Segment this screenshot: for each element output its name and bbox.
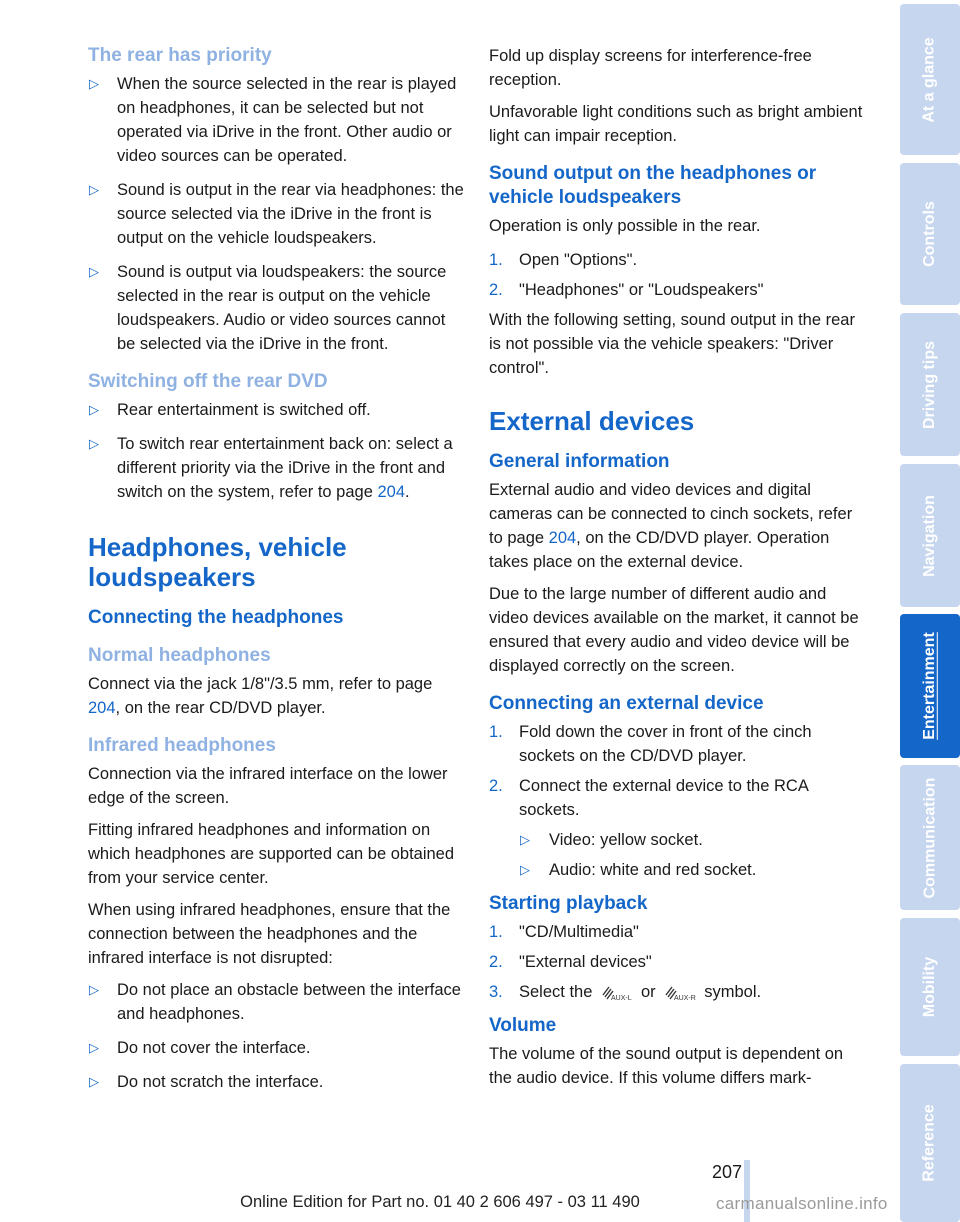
list-item: 1. "CD/Multimedia" bbox=[489, 923, 639, 941]
left-column bbox=[88, 44, 464, 1104]
list-item: ▷ Sound is output via loudspeakers: the source selected in the rear is output on the vehicle loudspeakers. Audio or video sources cannot be selected via the iDrive in the front. bbox=[88, 260, 464, 356]
watermark: carmanualsonline.info bbox=[716, 1194, 888, 1213]
tab-at-a-glance[interactable]: At a glance bbox=[900, 4, 960, 155]
list-item: ▷ Audio: white and red socket. bbox=[519, 858, 867, 882]
heading-connecting-external: Connecting an external device bbox=[489, 693, 764, 714]
paragraph: Fold up display screens for interference-free reception. bbox=[489, 47, 812, 89]
page-link-204[interactable]: 204 bbox=[548, 529, 577, 547]
socket-list bbox=[519, 828, 867, 882]
switching-off-list bbox=[88, 398, 464, 504]
aux-r-icon bbox=[664, 985, 700, 1001]
tab-reference[interactable]: Reference bbox=[900, 1064, 960, 1222]
tab-mobility[interactable]: Mobility bbox=[900, 918, 960, 1056]
paragraph: External audio and video devices and digital cameras can be connected to cinch sockets, refer to page 204, on the CD/DVD player. Operation takes place on the external device. bbox=[489, 481, 853, 571]
list-item: 2. "External devices" bbox=[489, 953, 652, 971]
heading-sound-output: Sound output on the headphones or vehicle loudspeakers bbox=[489, 163, 817, 208]
paragraph: Unfavorable light conditions such as bright ambient light can impair reception. bbox=[489, 103, 863, 145]
paragraph: Connection via the infrared interface on the lower edge of the screen. bbox=[88, 765, 448, 807]
list-item: ▷ To switch rear entertainment back on: select a different priority via the iDrive in the front and switch on the system, refer to page 204. bbox=[88, 432, 464, 504]
list-item: ▷ Do not scratch the interface. bbox=[88, 1070, 464, 1094]
infrared-list bbox=[88, 978, 464, 1094]
list-item: ▷ Do not place an obstacle between the interface and headphones. bbox=[88, 978, 464, 1026]
page-link-204[interactable]: 204 bbox=[88, 699, 116, 717]
heading-rear-priority: The rear has priority bbox=[88, 45, 272, 66]
list-item: 1. Open "Options". bbox=[489, 251, 638, 269]
right-column bbox=[489, 44, 867, 1098]
heading-external-devices: External devices bbox=[489, 406, 695, 436]
svg-text:AUX-L: AUX-L bbox=[610, 994, 632, 1001]
tab-entertainment[interactable]: Entertainment bbox=[900, 614, 960, 758]
aux-l-icon bbox=[601, 985, 637, 1001]
heading-switching-off: Switching off the rear DVD bbox=[88, 371, 328, 392]
list-item: ▷ Video: yellow socket. bbox=[519, 828, 867, 852]
list-item: 2. Connect the external device to the RCA sockets. ▷ Video: yellow socket. ▷ Audio: white and red socket. bbox=[489, 774, 867, 882]
page-link-204[interactable]: 204 bbox=[377, 483, 405, 501]
tab-navigation[interactable]: Navigation bbox=[900, 464, 960, 607]
list-item: 2. "Headphones" or "Loudspeakers" bbox=[489, 281, 764, 299]
tab-communication[interactable]: Communication bbox=[900, 765, 960, 910]
chapter-sidebar bbox=[900, 0, 960, 1222]
rear-priority-list bbox=[88, 72, 464, 356]
page-number: 207 bbox=[711, 1162, 742, 1182]
list-item: 3. Select the AUX-L or AUX-R symbol. bbox=[489, 983, 762, 1001]
heading-normal-headphones: Normal headphones bbox=[88, 645, 271, 666]
sound-output-steps bbox=[489, 248, 867, 302]
heading-starting-playback: Starting playback bbox=[489, 893, 648, 914]
paragraph: The volume of the sound output is dependent on the audio device. If this volume differs mark- bbox=[489, 1045, 844, 1087]
paragraph: Operation is only possible in the rear. bbox=[489, 217, 761, 235]
paragraph: Fitting infrared headphones and information on which headphones are supported can be obtained from your service center. bbox=[88, 821, 455, 887]
paragraph: Due to the large number of different audio and video devices available on the market, it cannot be ensured that every audio and video device will be displayed correctly on the screen. bbox=[489, 585, 859, 675]
connecting-steps bbox=[489, 720, 867, 882]
tab-driving-tips[interactable]: Driving tips bbox=[900, 313, 960, 456]
list-item: ▷ Rear entertainment is switched off. bbox=[88, 398, 464, 422]
list-item: ▷ Sound is output in the rear via headphones: the source selected via the iDrive in the front is output on the vehicle loudspeakers. bbox=[88, 178, 464, 250]
heading-headphones-loudspeakers: Headphones, vehicle loudspeakers bbox=[88, 532, 347, 592]
heading-infrared-headphones: Infrared headphones bbox=[88, 735, 276, 756]
playback-steps bbox=[489, 920, 867, 1004]
footer-edition: Online Edition for Part no. 01 40 2 606 497 - 03 11 490 bbox=[240, 1193, 640, 1211]
list-item: 1. Fold down the cover in front of the cinch sockets on the CD/DVD player. bbox=[489, 723, 812, 765]
heading-connecting-headphones: Connecting the headphones bbox=[88, 607, 344, 628]
heading-volume: Volume bbox=[489, 1015, 557, 1036]
list-item: ▷ When the source selected in the rear is played on headphones, it can be selected but not operated via iDrive in the front. Other audio or video sources can be operated. bbox=[88, 72, 464, 168]
paragraph: When using infrared headphones, ensure that the connection between the headphones and the infrared interface is not disrupted: bbox=[88, 901, 451, 967]
normal-headphones-text: Connect via the jack 1/8"/3.5 mm, refer to page 204, on the rear CD/DVD player. bbox=[88, 675, 433, 717]
tab-controls[interactable]: Controls bbox=[900, 163, 960, 305]
svg-text:AUX-R: AUX-R bbox=[674, 994, 697, 1001]
list-item: ▷ Do not cover the interface. bbox=[88, 1036, 464, 1060]
heading-general-information: General information bbox=[489, 451, 670, 472]
paragraph: With the following setting, sound output in the rear is not possible via the vehicle speakers: "Driver control". bbox=[489, 311, 855, 377]
